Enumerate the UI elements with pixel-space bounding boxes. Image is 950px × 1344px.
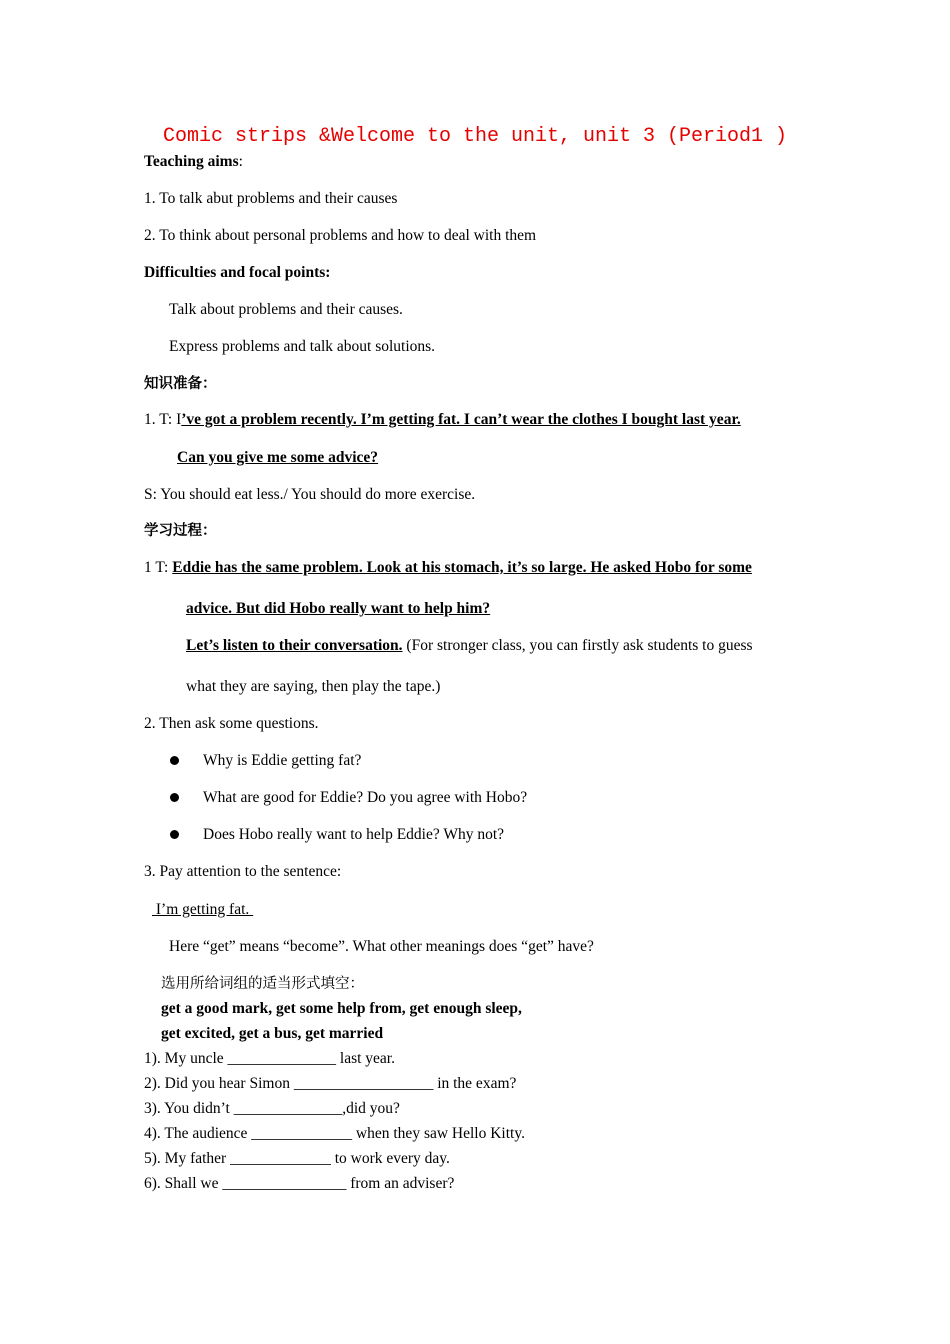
step1-text-cont: advice. But did Hobo really want to help him? [186,600,491,617]
key-sentence: I’m getting fat. [152,901,254,918]
prep-heading: 知识准备： [144,376,217,392]
prep-teacher-text-cont: Can you give me some advice? [177,449,379,466]
step2-line: 2. Then ask some questions. [144,715,319,732]
difficulties-heading: Difficulties and focal points: [144,264,331,281]
step1-text: Eddie has the same problem. Look at his stomach, it’s so large. He asked Hobo for some [172,559,752,576]
difficulty-item: Express problems and talk about solutions. [169,338,436,355]
aims-heading: Teaching aims [144,153,239,170]
prep-teacher-prefix: 1. T: I [144,411,182,428]
exercise-item: 4). The audience _____________ when they saw Hello Kitty. [144,1125,525,1142]
prep-teacher-line [144,410,741,430]
step1-listen-line [186,636,753,656]
step1-note: (For stronger class, you can firstly ask students to guess [402,637,753,654]
exercise-item: 5). My father _____________ to work every day. [144,1150,450,1167]
exercise-item: 3). You didn’t ______________,did you? [144,1100,400,1117]
process-heading: 学习过程： [144,523,217,539]
prep-student-line: S: You should eat less./ You should do more exercise. [144,486,476,503]
aims-heading-line [144,152,243,172]
aims-heading-colon: : [238,153,243,170]
aim-item: 1. To talk abut problems and their causes [144,190,398,207]
difficulty-item: Talk about problems and their causes. [169,301,403,318]
question-item: Does Hobo really want to help Eddie? Why not? [203,826,505,843]
bullet-icon [170,830,179,839]
exercise-item: 1). My uncle ______________ last year. [144,1050,395,1067]
exercise-phrases-cont: get excited, get a bus, get married [161,1025,384,1042]
question-item: Why is Eddie getting fat? [203,752,362,769]
get-meaning-note: Here “get” means “become”. What other meanings does “get” have? [169,938,594,955]
step1-listen: Let’s listen to their conversation. [186,637,403,654]
page-title: Comic strips &Welcome to the unit, unit 3 (Period1 ) [162,125,788,148]
aim-item: 2. To think about personal problems and how to deal with them [144,227,537,244]
prep-teacher-text: ’ve got a problem recently. I’m getting fat. I can’t wear the clothes I bought last year. [181,411,741,428]
step1-line [144,558,752,578]
step3-line: 3. Pay attention to the sentence: [144,863,342,880]
exercise-instruction: 选用所给词组的适当形式填空： [161,976,364,992]
exercise-phrases: get a good mark, get some help from, get enough sleep, [161,1000,522,1017]
bullet-icon [170,756,179,765]
step1-note-cont: what they are saying, then play the tape.) [186,678,441,695]
exercise-item: 2). Did you hear Simon __________________ in the exam? [144,1075,517,1092]
question-item: What are good for Eddie? Do you agree with Hobo? [203,789,528,806]
step1-prefix: 1 T: [144,559,173,576]
bullet-icon [170,793,179,802]
exercise-item: 6). Shall we ________________ from an adviser? [144,1175,455,1192]
